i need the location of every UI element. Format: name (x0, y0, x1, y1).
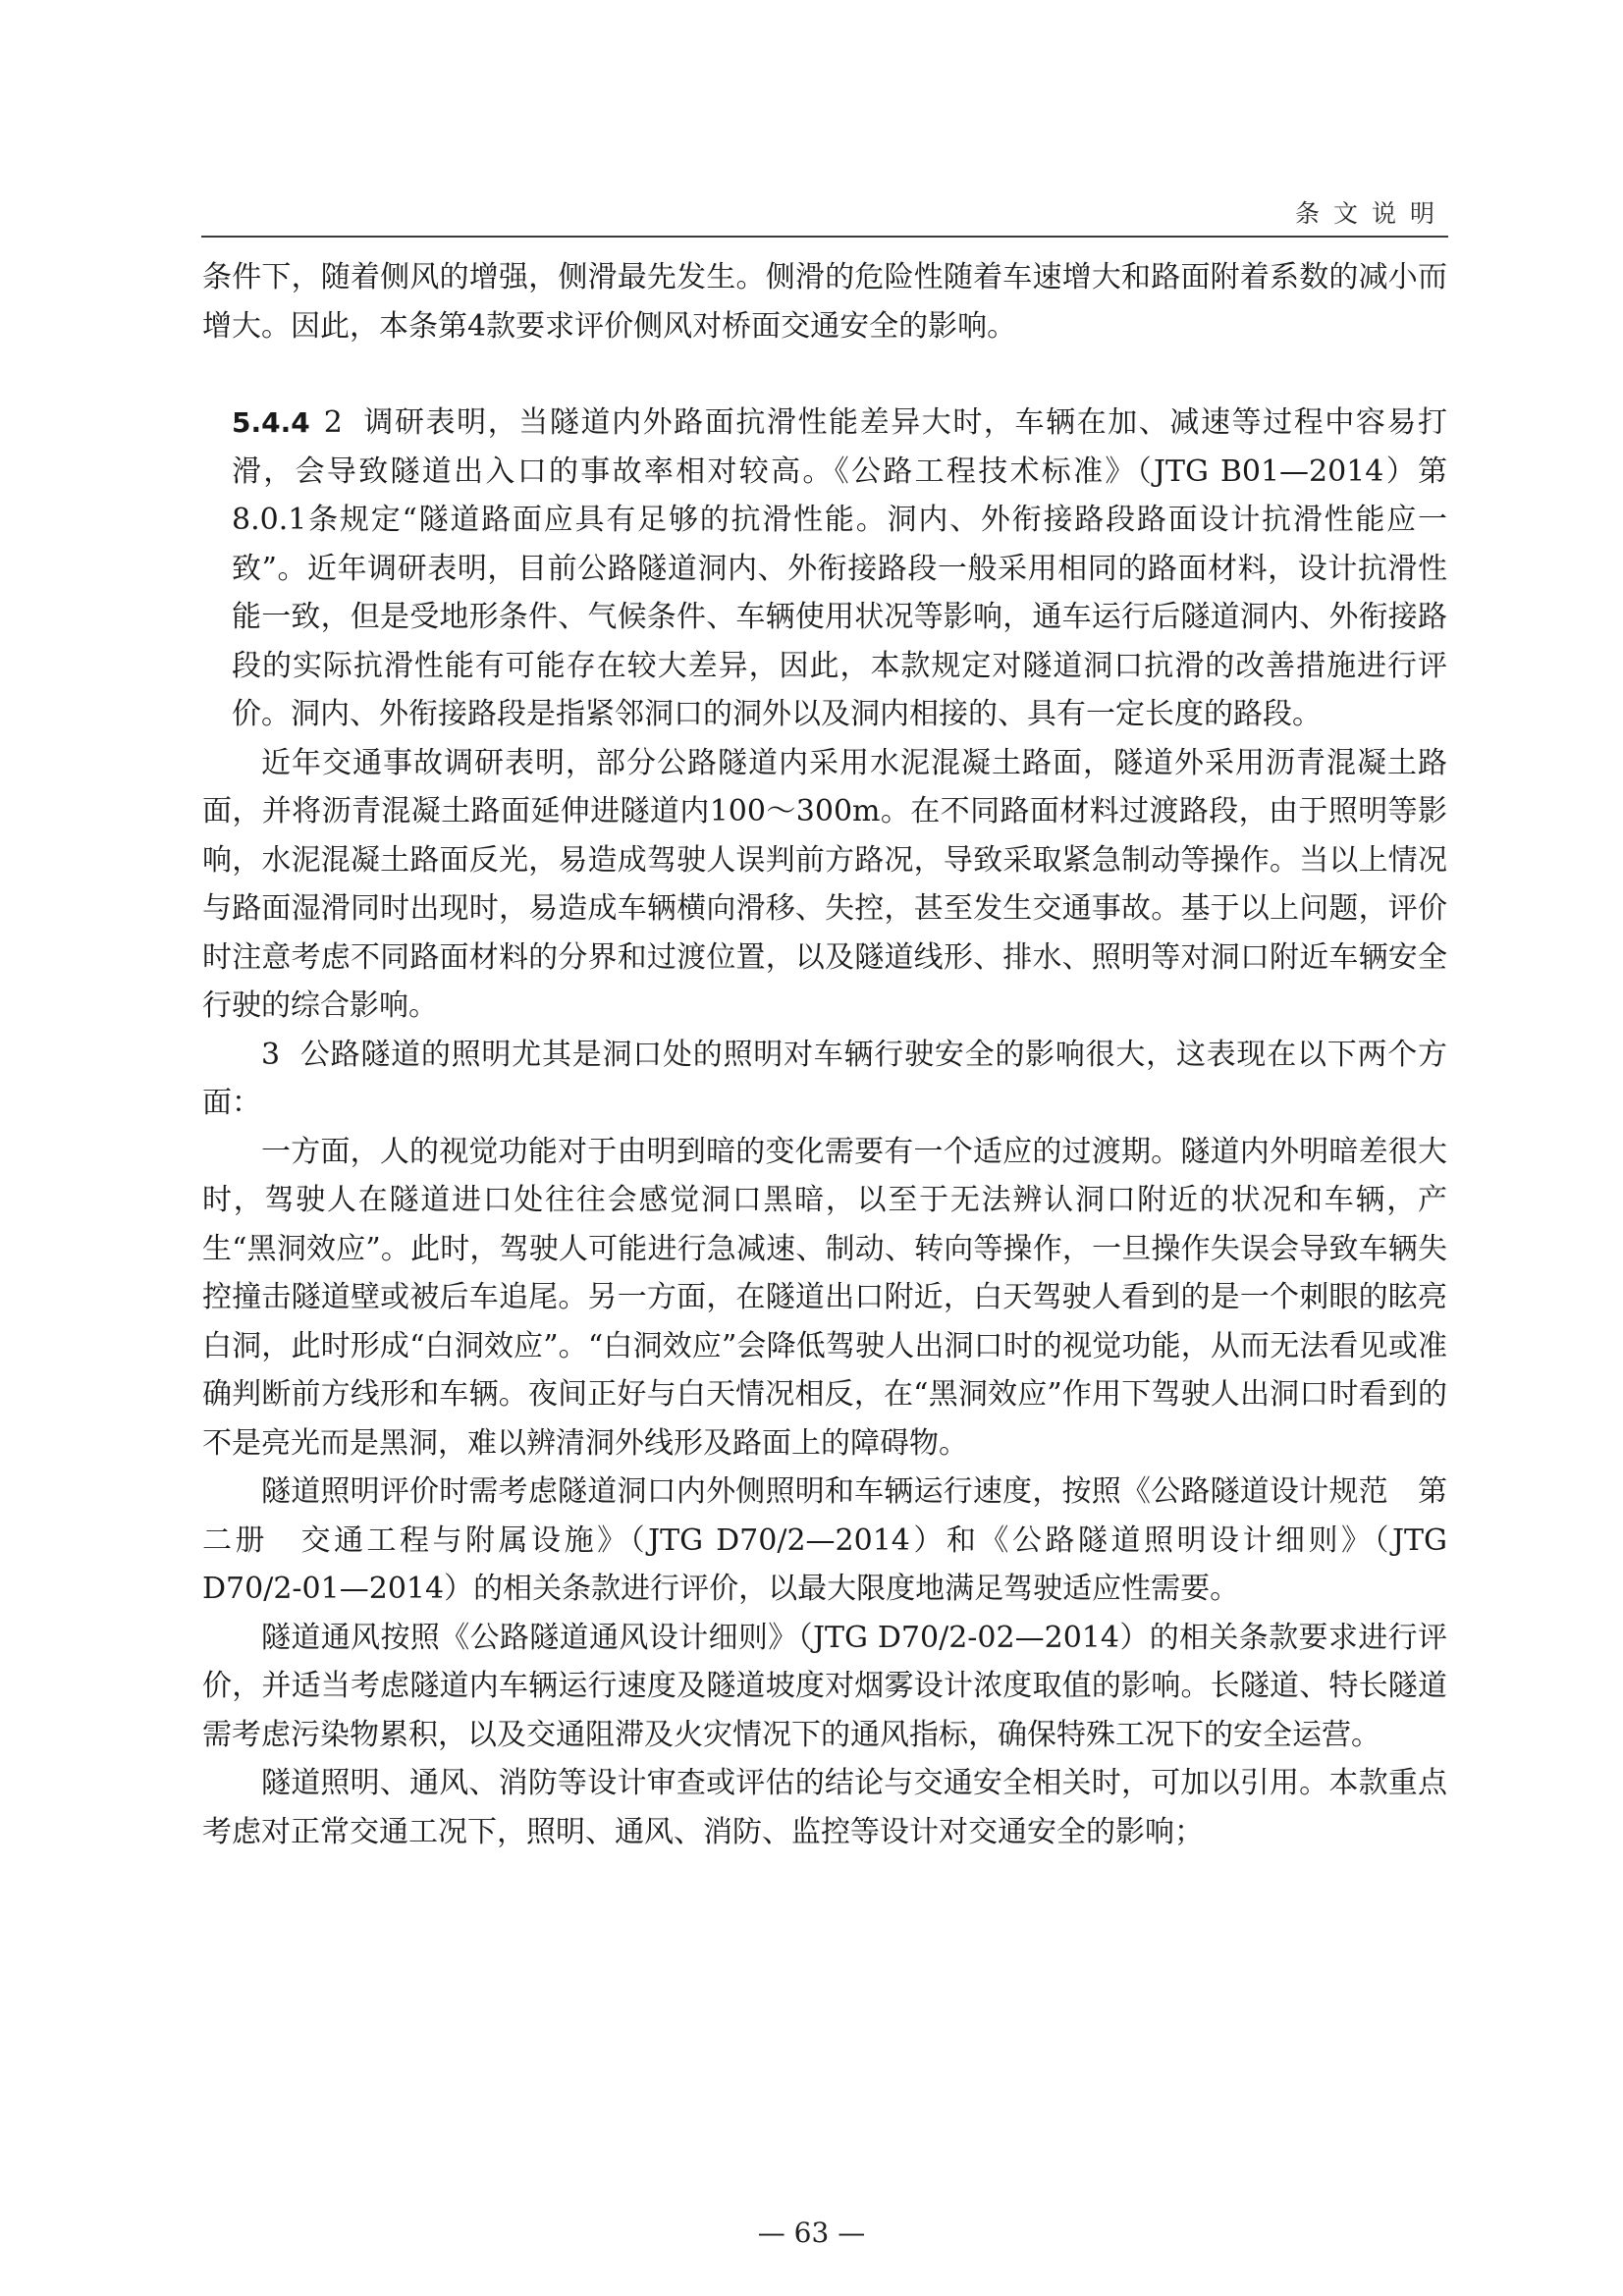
clause-item-number: 2 (323, 405, 343, 440)
item-number: 3 (261, 1037, 281, 1072)
clause-text: 调研表明，当隧道内外路面抗滑性能差异大时，车辆在加、减速等过程中容易打滑，会导致隧道出入口的事故率相对较高。《公路工程技术标准》（JTG B01—2014）第8.0.1条规定“隧道路面应具有足够的抗滑性能。洞内、外衔接路段路面设计抗滑性能应一致”。近年调研表明，目前公路隧道洞内、外衔接路段一般采用相同的路面材料，设计抗滑性能一致，但是受地形条件、气候条件、车辆使用状况等影响，通车运行后隧道洞内、外衔接路段的实际抗滑性能有可能存在较大差异，因此，本款规定对隧道洞口抗滑的改善措施进行评价。洞内、外衔接路段是指紧邻洞口的洞外以及洞内相接的、具有一定长度的路段。 (232, 405, 1447, 731)
item-text: 公路隧道的照明尤其是洞口处的照明对车辆行驶安全的影响很大，这表现在以下两个方面： (202, 1037, 1447, 1120)
header-rule (201, 236, 1448, 238)
paragraph-design-review: 隧道照明、通风、消防等设计审查或评估的结论与交通安全相关时，可加以引用。本款重点考虑对正常交通工况下，照明、通风、消防、监控等设计对交通安全的影响； (202, 1766, 1447, 1849)
paragraph-pavement-transition: 近年交通事故调研表明，部分公路隧道内采用水泥混凝土路面，隧道外采用沥青混凝土路面，并将沥青混凝土路面延伸进隧道内100～300m。在不同路面材料过渡路段，由于照明等影响，水泥混凝土路面反光，易造成驾驶人误判前方路况，导致采取紧急制动等操作。当以上情况与路面湿滑同时出现时，易造成车辆横向滑移、失控，甚至发生交通事故。基于以上问题，评价时注意考虑不同路面材料的分界和过渡位置，以及隧道线形、排水、照明等对洞口附近车辆安全行驶的综合影响。 (202, 745, 1447, 1023)
clause-number: 5.4.4 (232, 406, 310, 439)
paragraph-black-white-hole-effect: 一方面，人的视觉功能对于由明到暗的变化需要有一个适应的过渡期。隧道内外明暗差很大时，驾驶人在隧道进口处往往会感觉洞口黑暗，以至于无法辨认洞口附近的状况和车辆，产生“黑洞效应”。此时，驾驶人可能进行急减速、制动、转向等操作，一旦操作失误会导致车辆失控撞击隧道壁或被后车追尾。另一方面，在隧道出口附近，白天驾驶人看到的是一个刺眼的眩亮白洞，此时形成“白洞效应”。“白洞效应”会降低驾驶人出洞口时的视觉功能，从而无法看见或准确判断前方线形和车辆。夜间正好与白天情况相反，在“黑洞效应”作用下驾驶人出洞口时看到的不是亮光而是黑洞，难以辨清洞外线形及路面上的障碍物。 (202, 1134, 1447, 1461)
page-body (202, 253, 1447, 1856)
paragraph-tunnel-lighting: 隧道照明评价时需考虑隧道洞口内外侧照明和车辆运行速度，按照《公路隧道设计规范 第二册 交通工程与附属设施》（JTG D70/2—2014）和《公路隧道照明设计细则》（JTG D70/2-01—2014）的相关条款进行评价，以最大限度地满足驾驶适应性需要。 (202, 1474, 1447, 1606)
paragraph-tunnel-ventilation: 隧道通风按照《公路隧道通风设计细则》（JTG D70/2-02—2014）的相关条款要求进行评价，并适当考虑隧道内车辆运行速度及隧道坡度对烟雾设计浓度取值的影响。长隧道、特长隧道需考虑污染物累积，以及交通阻滞及火灾情况下的通风指标，确保特殊工况下的安全运营。 (202, 1620, 1447, 1752)
paragraph-continuation: 条件下，随着侧风的增强，侧滑最先发生。侧滑的危险性随着车速增大和路面附着系数的减小而增大。因此，本条第4款要求评价侧风对桥面交通安全的影响。 (202, 260, 1447, 344)
clause-5-4-4-paragraph (202, 399, 1447, 739)
paragraph-gap (202, 350, 1447, 399)
item-3-paragraph (202, 1031, 1447, 1128)
page-number: — 63 — (757, 2216, 866, 2249)
running-header-section-label: 条文说明 (1294, 199, 1448, 228)
